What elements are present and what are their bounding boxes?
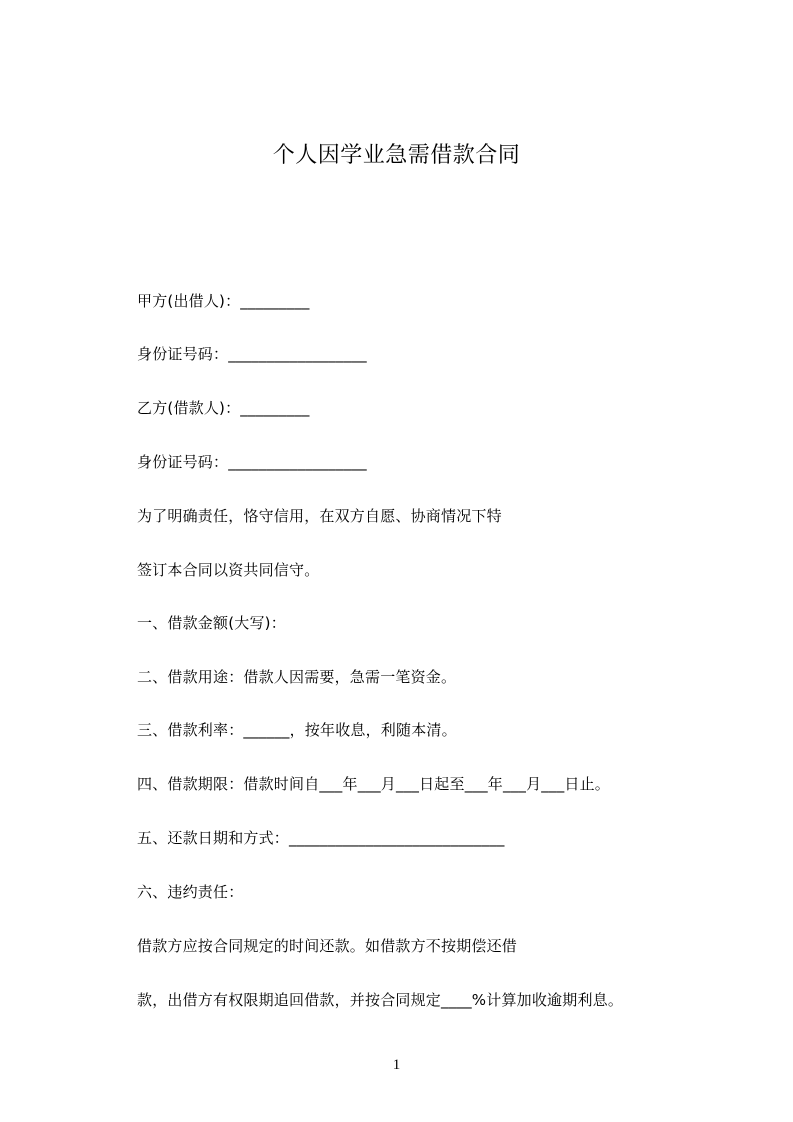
document-title: 个人因学业急需借款合同 [272, 143, 521, 168]
borrower-id-number-line: 身份证号码：__________________ [137, 453, 367, 471]
clause-breach-text-1: 借款方应按合同规定的时间还款。如借款方不按期偿还借 [137, 937, 518, 955]
preamble-line-1: 为了明确责任，恪守信用，在双方自愿、协商情况下特 [137, 507, 502, 525]
lender-name-line: 甲方(出借人)：_________ [137, 292, 310, 310]
page-number: 1 [392, 1057, 401, 1073]
clause-interest-rate: 三、借款利率：______，按年收息，利随本清。 [137, 721, 457, 739]
clause-breach-text-2: 款，出借方有权限期追回借款，并按合同规定____%计算加收逾期利息。 [137, 991, 624, 1009]
clause-loan-amount: 一、借款金额(大写)： [137, 614, 286, 632]
clause-breach-heading: 六、违约责任： [137, 883, 244, 901]
lender-id-number-line: 身份证号码：__________________ [137, 345, 367, 363]
preamble-line-2: 签订本合同以资共同信守。 [137, 561, 320, 579]
clause-loan-purpose: 二、借款用途：借款人因需要，急需一笔资金。 [137, 668, 457, 686]
borrower-name-line: 乙方(借款人)：_________ [137, 399, 310, 417]
clause-loan-term: 四、借款期限：借款时间自___年___月___日起至___年___月___日止。 [137, 775, 611, 793]
clause-repayment-method: 五、还款日期和方式：____________________________ [137, 829, 505, 847]
